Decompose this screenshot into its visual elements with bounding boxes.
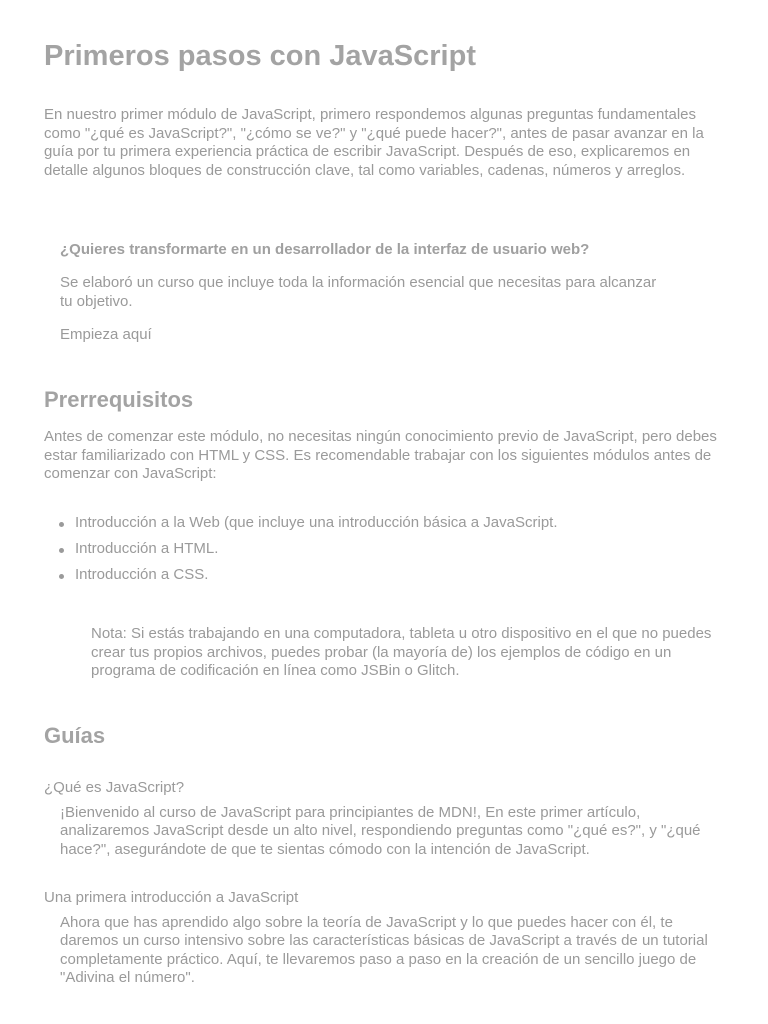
callout-text: Se elaboró un curso que incluye toda la información esencial que necesitas para alcanzar tu objetivo. <box>60 274 657 310</box>
prerequisites-heading: Prerrequisitos <box>44 387 194 412</box>
page-title: Primeros pasos con JavaScript <box>44 40 476 72</box>
guide-description: Ahora que has aprendido algo sobre la teoría de JavaScript y lo que puedes hacer con él, te daremos un curso intensivo sobre las características básicas de JavaScript a través de un tutorial completamente práctico. Aquí, te llevaremos paso a paso en la creación de un sencillo juego de "Adivina el número". <box>60 913 708 986</box>
guide-title-link[interactable]: ¿Qué es JavaScript? <box>44 779 185 796</box>
course-callout <box>60 240 700 343</box>
callout-heading: ¿Quieres transformarte en un desarrollador de la interfaz de usuario web? <box>60 241 590 258</box>
guide-description: ¡Bienvenido al curso de JavaScript para principiantes de MDN!, En este primer artículo, analizaremos JavaScript desde un alto nivel, respondiendo preguntas como "¿qué es?", y "¿qué hace?", asegurándote de que te sientas cómodo con la intención de JavaScript. <box>60 803 701 858</box>
guides-heading: Guías <box>44 723 106 748</box>
guide-item <box>44 779 728 859</box>
prerequisite-link-css[interactable]: Introducción a CSS. <box>75 566 209 583</box>
bullet-icon <box>59 522 64 527</box>
prerequisites-text: Antes de comenzar este módulo, no necesitas ningún conocimiento previo de JavaScript, pero debes estar familiarizado con HTML y CSS. Es recomendable trabajar con los siguientes módulos antes de comenzar con JavaScript: <box>44 428 717 482</box>
guide-item <box>44 889 728 988</box>
note-text: Nota: Si estás trabajando en una computadora, tableta u otro dispositivo en el que no puedes crear tus propios archivos, puedes probar (la mayoría de) los ejemplos de código en un programa de codificación en línea como JSBin o Glitch. <box>91 625 712 679</box>
list-item <box>44 510 558 536</box>
list-item <box>44 562 558 588</box>
bullet-icon <box>59 574 64 579</box>
list-item <box>44 536 558 562</box>
callout-start-link[interactable]: Empieza aquí <box>60 326 152 343</box>
guide-title-link[interactable]: Una primera introducción a JavaScript <box>44 889 299 906</box>
bullet-icon <box>59 548 64 553</box>
prerequisite-link-html[interactable]: Introducción a HTML. <box>75 540 219 557</box>
prerequisite-link-web[interactable]: Introducción a la Web (que incluye una introducción básica a JavaScript. <box>75 514 558 531</box>
prerequisites-list <box>44 510 558 588</box>
intro-paragraph: En nuestro primer módulo de JavaScript, primero respondemos algunas preguntas fundamentales como "¿qué es JavaScript?", "¿cómo se ve?" y "¿qué puede hacer?", antes de pasar avanzar en la guía por tu primera experiencia práctica de escribir JavaScript. Después de eso, explicaremos en detalle algunos bloques de construcción clave, tal como variables, cadenas, números y arreglos. <box>44 106 704 179</box>
